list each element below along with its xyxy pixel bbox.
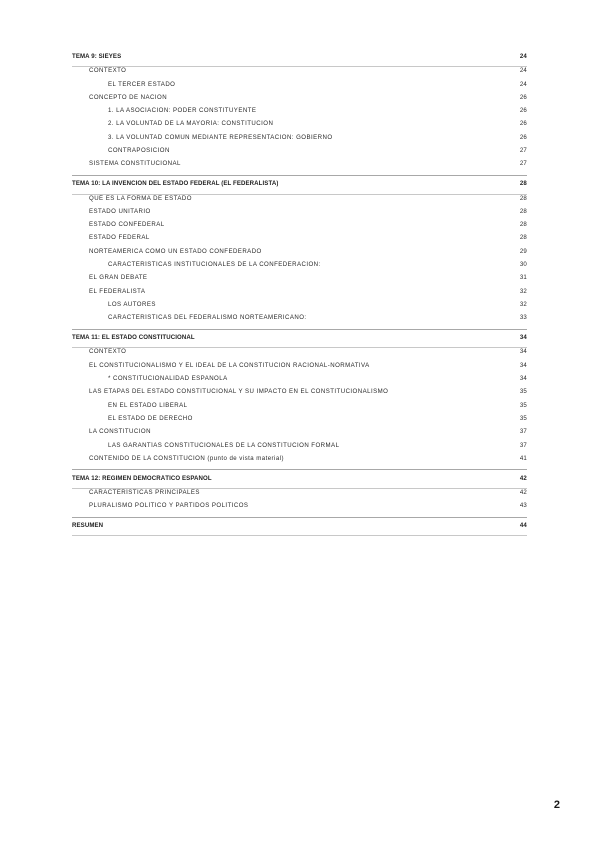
toc-entry-text: CONTEXTO bbox=[89, 67, 127, 75]
toc-entry[interactable] bbox=[72, 288, 527, 301]
toc-page-number: 24 bbox=[519, 67, 527, 75]
toc-entry-label bbox=[72, 234, 150, 241]
toc-entry[interactable] bbox=[72, 442, 527, 455]
toc-chapter-title: RESUMEN bbox=[72, 522, 104, 530]
toc-entry-label bbox=[72, 274, 147, 281]
toc-entry-text: LA CONSTITUCIÓN bbox=[89, 428, 151, 436]
toc-entry-label bbox=[72, 428, 151, 435]
toc-entry-text: * CONSTITUCIONALIDAD ESPAÑOLA bbox=[108, 375, 228, 383]
toc-topic-group bbox=[72, 334, 527, 470]
toc-page-number: 42 bbox=[519, 488, 527, 496]
toc-entry[interactable] bbox=[72, 388, 527, 401]
toc-entry[interactable] bbox=[72, 261, 527, 274]
toc-page-number: 34 bbox=[519, 348, 527, 356]
toc-page-number: 27 bbox=[519, 147, 527, 155]
toc-chapter-entry[interactable] bbox=[72, 180, 527, 194]
toc-entry-text: ESTADO FEDERAL bbox=[89, 234, 150, 242]
toc-entry-label bbox=[72, 160, 181, 167]
toc-entry-label bbox=[72, 261, 321, 268]
toc-entry-text: EL ESTADO DE DERECHO bbox=[108, 414, 193, 422]
toc-entry-label bbox=[72, 208, 151, 215]
toc-page-number: 33 bbox=[519, 314, 527, 322]
toc-entry-label bbox=[72, 362, 370, 369]
toc-entry[interactable] bbox=[72, 274, 527, 287]
toc-entry-text: ESTADO CONFEDERAL bbox=[89, 221, 165, 229]
toc-entry-text: NORTEAMÉRICA COMO UN ESTADO CONFEDERADO bbox=[89, 247, 262, 255]
toc-entry[interactable] bbox=[72, 147, 527, 160]
toc-entry[interactable] bbox=[72, 455, 527, 468]
toc-entry[interactable] bbox=[72, 208, 527, 221]
toc-entry[interactable] bbox=[72, 348, 527, 361]
toc-entry[interactable] bbox=[72, 234, 527, 247]
toc-entry-text: 1. LA ASOCIACIÓN: PODER CONSTITUYENTE bbox=[108, 107, 257, 115]
toc-page-number: 31 bbox=[519, 274, 527, 282]
toc-chapter-title: TEMA 9: SIÈYES bbox=[72, 53, 122, 60]
toc-entry[interactable] bbox=[72, 94, 527, 107]
toc-entry-label bbox=[72, 301, 156, 308]
toc-page-number: 27 bbox=[519, 160, 527, 168]
toc-chapter-entry[interactable] bbox=[72, 53, 527, 67]
toc-entry-text: 2. LA VOLUNTAD DE LA MAYORÍA: CONSTITUCIÓN bbox=[108, 120, 274, 128]
page-number: 2 bbox=[553, 799, 560, 811]
toc-page-number: 35 bbox=[519, 414, 527, 422]
toc-page-number: 26 bbox=[519, 120, 527, 128]
toc-entry[interactable] bbox=[72, 301, 527, 314]
toc-entry[interactable] bbox=[72, 81, 527, 94]
toc-topic-group bbox=[72, 522, 527, 537]
toc-entry-label bbox=[72, 94, 167, 101]
toc-entry[interactable] bbox=[72, 248, 527, 261]
toc-entry-text: SISTEMA CONSTITUCIONAL bbox=[89, 160, 181, 168]
toc-page-number: 28 bbox=[519, 234, 527, 242]
toc-entry-label bbox=[72, 455, 284, 462]
toc-entry[interactable] bbox=[72, 160, 527, 173]
toc-entry-text: CONTENIDO DE LA CONSTITUCIÓN bbox=[89, 454, 206, 462]
toc-page-number: 30 bbox=[519, 261, 527, 269]
toc-page-number: 35 bbox=[519, 401, 527, 409]
toc-page-number: 41 bbox=[519, 454, 527, 462]
toc-entry-label bbox=[72, 67, 126, 74]
toc-page-number: 28 bbox=[519, 207, 527, 215]
toc-entry-text: EL GRAN DEBATE bbox=[89, 274, 148, 282]
toc-entry-label bbox=[72, 221, 165, 228]
toc-page-number: 37 bbox=[519, 441, 527, 449]
toc-entry-text: QUÉ ES LA FORMA DE ESTADO bbox=[89, 194, 192, 202]
toc-page-number: 42 bbox=[519, 474, 527, 482]
toc-page-number: 29 bbox=[519, 247, 527, 255]
toc-entry-label bbox=[72, 107, 256, 114]
toc-chapter-title: TEMA 10: LA INVENCIÓN DEL ESTADO FEDERAL (EL FEDERALISTA) bbox=[72, 180, 279, 188]
toc-page-number: 43 bbox=[519, 502, 527, 510]
toc-entry[interactable] bbox=[72, 120, 527, 133]
toc-page-number: 44 bbox=[519, 522, 527, 530]
toc-chapter-entry[interactable] bbox=[72, 334, 527, 348]
toc-entry-label bbox=[72, 314, 307, 321]
toc-entry-text: LAS ETAPAS DEL ESTADO CONSTITUCIONAL Y SU IMPACTO EN EL CONSTITUCIONALISMO bbox=[89, 388, 389, 396]
toc-page-number: 32 bbox=[519, 300, 527, 308]
toc-page-number: 26 bbox=[519, 93, 527, 101]
toc-page-number: 35 bbox=[519, 388, 527, 396]
toc-page-number: 26 bbox=[519, 107, 527, 115]
toc-entry-text: EL FEDERALISTA bbox=[89, 287, 146, 295]
toc-chapter-title: TEMA 11: EL ESTADO CONSTITUCIONAL bbox=[72, 334, 195, 342]
toc-entry-text: 3. LA VOLUNTAD COMÚN MEDIANTE REPRESENTACIÓN: GOBIERNO bbox=[108, 133, 333, 141]
toc-entry-label bbox=[72, 147, 170, 154]
toc-page-number: 28 bbox=[519, 180, 527, 188]
toc-entry[interactable] bbox=[72, 107, 527, 120]
toc-entry[interactable] bbox=[72, 314, 527, 327]
toc-entry-text: CONTEXTO bbox=[89, 348, 127, 356]
toc-entry[interactable] bbox=[72, 375, 527, 388]
toc-entry[interactable] bbox=[72, 195, 527, 208]
toc-entry-label bbox=[72, 120, 273, 127]
toc-entry-label bbox=[72, 348, 126, 355]
toc-entry-label bbox=[72, 375, 228, 382]
toc-entry-text: ESTADO UNITARIO bbox=[89, 207, 151, 215]
toc-topic-group bbox=[72, 475, 527, 518]
toc-topic-group bbox=[72, 180, 527, 329]
toc-entry-label bbox=[72, 388, 388, 395]
toc-entry-text: LAS GARANTÍAS CONSTITUCIONALES DE LA CONSTITUCIÓN FORMAL bbox=[108, 441, 340, 449]
toc-entry-text: CARACTERÍSTICAS INSTITUCIONALES DE LA CONFEDERACIÓN: bbox=[108, 261, 321, 269]
toc-entry-text: CARACTERÍSTICAS DEL FEDERALISMO NORTEAMERICANO: bbox=[108, 314, 307, 322]
toc-page-number: 37 bbox=[519, 428, 527, 436]
toc-entry-text: EL CONSTITUCIONALISMO Y EL IDEAL DE LA CONSTITUCIÓN RACIONAL-NORMATIVA bbox=[89, 361, 370, 369]
toc-entry[interactable] bbox=[72, 221, 527, 234]
toc-page-number: 34 bbox=[519, 375, 527, 383]
toc-entry-note: (punto de vista material) bbox=[205, 454, 284, 462]
toc-entry-label bbox=[72, 502, 248, 509]
toc-chapter-entry[interactable] bbox=[72, 475, 527, 489]
toc-entry-text: PLURALISMO POLÍTICO Y PARTIDOS POLÍTICOS bbox=[89, 502, 249, 510]
toc-entry[interactable] bbox=[72, 489, 527, 502]
toc-entry-label bbox=[72, 442, 339, 449]
toc-entry[interactable] bbox=[72, 134, 527, 147]
toc-chapter-title: TEMA 12: RÉGIMEN DEMOCRÁTICO ESPAÑOL bbox=[72, 474, 212, 482]
toc-page-number: 32 bbox=[519, 287, 527, 295]
toc-page-number: 28 bbox=[519, 221, 527, 229]
toc-entry-text: CONCEPTO DE NACIÓN bbox=[89, 93, 168, 101]
toc-entry-label bbox=[72, 489, 200, 496]
toc-entry[interactable] bbox=[72, 428, 527, 441]
toc-page-number: 24 bbox=[519, 53, 527, 60]
toc-entry-text: CARACTERÍSTICAS PRINCIPALES bbox=[89, 488, 200, 496]
toc-entry-label bbox=[72, 195, 192, 202]
toc-entry-label bbox=[72, 415, 193, 422]
toc-entry[interactable] bbox=[72, 415, 527, 428]
toc-entry[interactable] bbox=[72, 502, 527, 515]
toc-entry-text: EL TERCER ESTADO bbox=[108, 80, 176, 88]
toc-entry-label bbox=[72, 288, 145, 295]
toc-page-number: 24 bbox=[519, 80, 527, 88]
toc-entry[interactable] bbox=[72, 67, 527, 80]
toc-entry-label bbox=[72, 81, 175, 88]
toc-entry-label bbox=[72, 134, 333, 141]
toc-page-number: 26 bbox=[519, 133, 527, 141]
toc-entry-text: CONTRAPOSICIÓN bbox=[108, 147, 170, 155]
table-of-contents bbox=[72, 53, 527, 542]
toc-entry[interactable] bbox=[72, 362, 527, 375]
toc-entry-text: LOS AUTORES bbox=[108, 300, 156, 308]
toc-entry-label bbox=[72, 248, 262, 255]
toc-page-number: 28 bbox=[519, 194, 527, 202]
toc-topic-group bbox=[72, 53, 527, 176]
toc-entry[interactable] bbox=[72, 402, 527, 415]
toc-chapter-entry[interactable] bbox=[72, 522, 527, 536]
toc-entry-text: EN EL ESTADO LIBERAL bbox=[108, 401, 188, 409]
toc-entry-label bbox=[72, 402, 187, 409]
toc-page-number: 34 bbox=[519, 334, 527, 342]
toc-page-number: 34 bbox=[519, 361, 527, 369]
